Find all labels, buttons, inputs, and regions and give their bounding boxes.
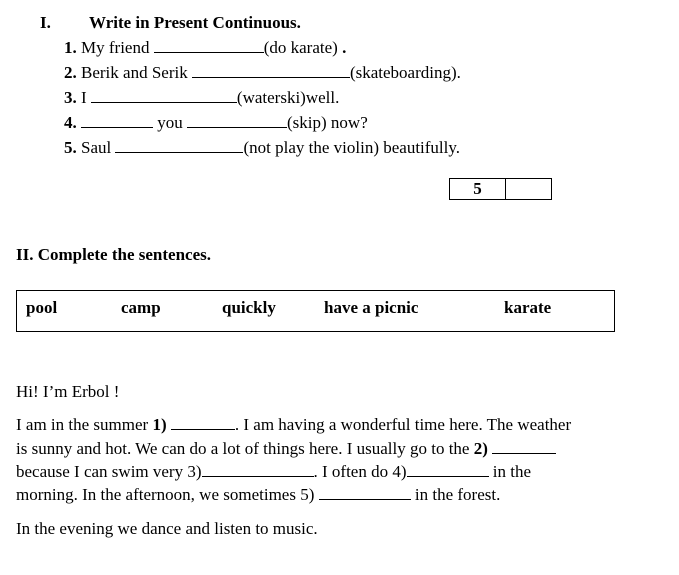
item-text: My friend (81, 38, 150, 57)
item-number: 2. (64, 63, 77, 82)
word-bank-item: quickly (222, 298, 276, 317)
word-bank-item: pool (26, 298, 58, 317)
score-max: 5 (450, 179, 506, 199)
item-verb-hint: (not play the violin) beautifully. (243, 138, 461, 157)
answer-blank-2[interactable] (192, 63, 350, 78)
word-bank (16, 290, 615, 332)
paragraph-text: . I often do 4) (313, 462, 407, 481)
item-verb-hint: (do karate) (263, 38, 338, 57)
gap-blank-4[interactable] (407, 462, 489, 477)
answer-blank-4b[interactable] (187, 113, 287, 128)
exercise-item-1 (64, 38, 346, 58)
greeting: Hi! I’m Erbol ! (16, 382, 120, 401)
answer-blank-3[interactable] (91, 88, 237, 103)
item-verb-hint: (skip) now? (287, 113, 368, 132)
exercise-item-5 (64, 138, 460, 158)
item-text: Berik and Serik (81, 63, 188, 82)
exercise-item-2 (64, 63, 461, 83)
paragraph-line-1 (16, 415, 571, 435)
exercise-item-4 (64, 113, 368, 133)
paragraph-text: because I can swim very 3) (16, 462, 202, 481)
paragraph-line-2 (16, 439, 556, 459)
item-number: 4. (64, 113, 77, 132)
section-2-title: II. Complete the sentences. (16, 245, 211, 264)
paragraph-text: I am in the summer (16, 415, 153, 434)
item-verb-hint: (skateboarding). (349, 63, 461, 82)
paragraph-line-4 (16, 485, 500, 505)
answer-blank-4a[interactable] (81, 113, 153, 128)
section-1-numeral: I. (40, 13, 51, 32)
paragraph-text: morning. In the afternoon, we sometimes 5) (16, 485, 319, 504)
answer-blank-5[interactable] (115, 138, 243, 153)
gap-number-1: 1) (152, 415, 167, 434)
closing-sentence: In the evening we dance and listen to music. (16, 519, 318, 538)
paragraph-text: is sunny and hot. We can do a lot of things here. I usually go to the (16, 439, 474, 458)
paragraph-text: in the (488, 462, 532, 481)
exercise-item-3 (64, 88, 339, 108)
item-text: you (157, 113, 183, 132)
word-bank-item: camp (121, 298, 161, 317)
item-text: Saul (81, 138, 112, 157)
gap-blank-2[interactable] (492, 439, 556, 454)
word-bank-item: karate (504, 298, 552, 317)
score-earned-field[interactable] (506, 179, 551, 199)
gap-blank-5[interactable] (319, 485, 411, 500)
gap-blank-3[interactable] (202, 462, 314, 477)
item-text: I (81, 88, 87, 107)
item-period: . (342, 38, 347, 57)
item-verb-hint: (waterski)well. (236, 88, 340, 107)
gap-number-2: 2) (473, 439, 488, 458)
item-number: 3. (64, 88, 77, 107)
paragraph-text: in the forest. (410, 485, 501, 504)
section-1-title: Write in Present Continuous. (89, 13, 301, 32)
word-bank-item: have a picnic (324, 298, 419, 317)
gap-blank-1[interactable] (171, 415, 235, 430)
answer-blank-1[interactable] (154, 38, 264, 53)
item-number: 1. (64, 38, 77, 57)
score-box (449, 178, 552, 200)
paragraph-line-3 (16, 462, 531, 482)
item-number: 5. (64, 138, 77, 157)
paragraph-text: . I am having a wonderful time here. The weather (234, 415, 572, 434)
